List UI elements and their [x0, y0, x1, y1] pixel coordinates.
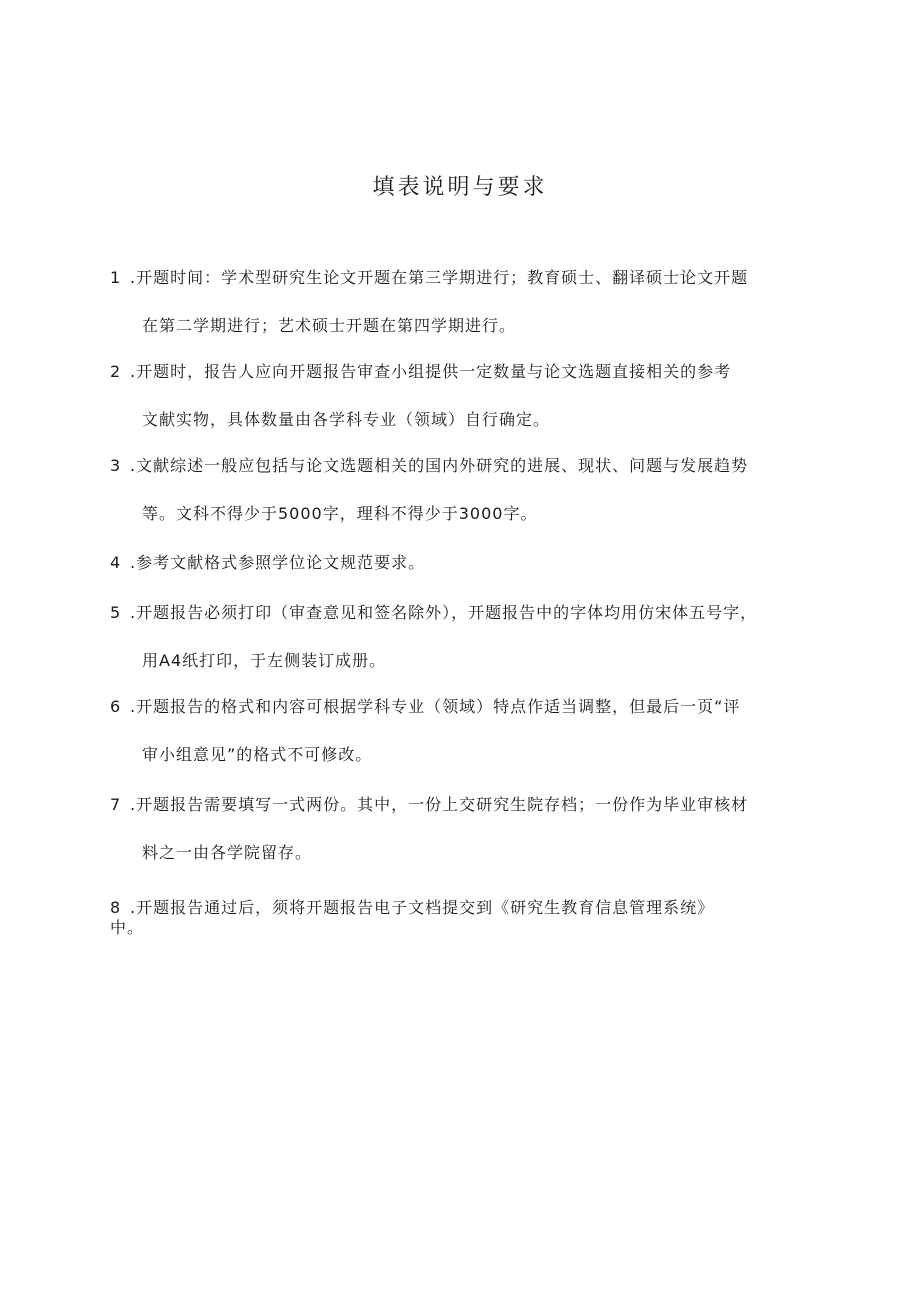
item-number: 5: [110, 603, 122, 622]
item-line-2: 文献实物，具体数量由各学科专业（领域）自行确定。: [142, 410, 551, 429]
item-line-2: 审小组意见”的格式不可修改。: [142, 745, 373, 764]
item-text: .参考文献格式参照学位论文规范要求。: [130, 553, 426, 572]
item-line-1: [110, 795, 810, 815]
list-item: [110, 697, 810, 765]
item-number: 3: [110, 456, 122, 475]
item-line-1: [110, 697, 810, 717]
item-text: .开题时间：学术型研究生论文开题在第三学期进行；教育硕士、翻译硕士论文开题: [130, 268, 749, 287]
item-number: 6: [110, 697, 122, 716]
page-title: 填表说明与要求: [372, 175, 548, 200]
item-text: .开题时，报告人应向开题报告审查小组提供一定数量与论文选题直接相关的参考: [130, 362, 732, 381]
list-item: [110, 362, 810, 430]
item-line-1: [110, 456, 810, 476]
item-line-2: 用A4纸打印，于左侧装订成册。: [142, 651, 387, 670]
item-line-1: [110, 268, 810, 288]
list-item: [110, 456, 810, 524]
item-line-2: 等。文科不得少于5000字，理科不得少于3000字。: [142, 504, 538, 523]
item-text: .开题报告必须打印（审查意见和签名除外），开题报告中的字体均用仿宋体五号字，: [130, 603, 758, 622]
list-item: [110, 603, 810, 671]
item-line-2: 料之一由各学院留存。: [142, 843, 313, 862]
list-item: [110, 795, 810, 863]
item-line-1: [110, 553, 810, 573]
list-item: [110, 268, 810, 336]
item-line-2: 在第二学期进行；艺术硕士开题在第四学期进行。: [142, 316, 517, 335]
item-text: .开题报告需要填写一式两份。其中，一份上交研究生院存档；一份作为毕业审核材: [130, 795, 749, 814]
item-number: 4: [110, 553, 122, 572]
item-line-1: [110, 362, 810, 382]
item-text: .开题报告的格式和内容可根据学科专业（领域）特点作适当调整，但最后一页“评: [130, 697, 741, 716]
item-number: 8: [110, 898, 122, 917]
item-text: .文献综述一般应包括与论文选题相关的国内外研究的进展、现状、问题与发展趋势: [130, 456, 749, 475]
item-number: 1: [110, 268, 122, 287]
item-line-1: [110, 603, 810, 623]
item-line-1: [110, 898, 810, 918]
list-item: [110, 553, 810, 573]
item-number: 2: [110, 362, 122, 381]
item-line-2: 中。: [110, 918, 145, 937]
item-text: .开题报告通过后，须将开题报告电子文档提交到《研究生教育信息管理系统》: [130, 898, 715, 917]
item-number: 7: [110, 795, 122, 814]
list-item: [110, 898, 810, 938]
